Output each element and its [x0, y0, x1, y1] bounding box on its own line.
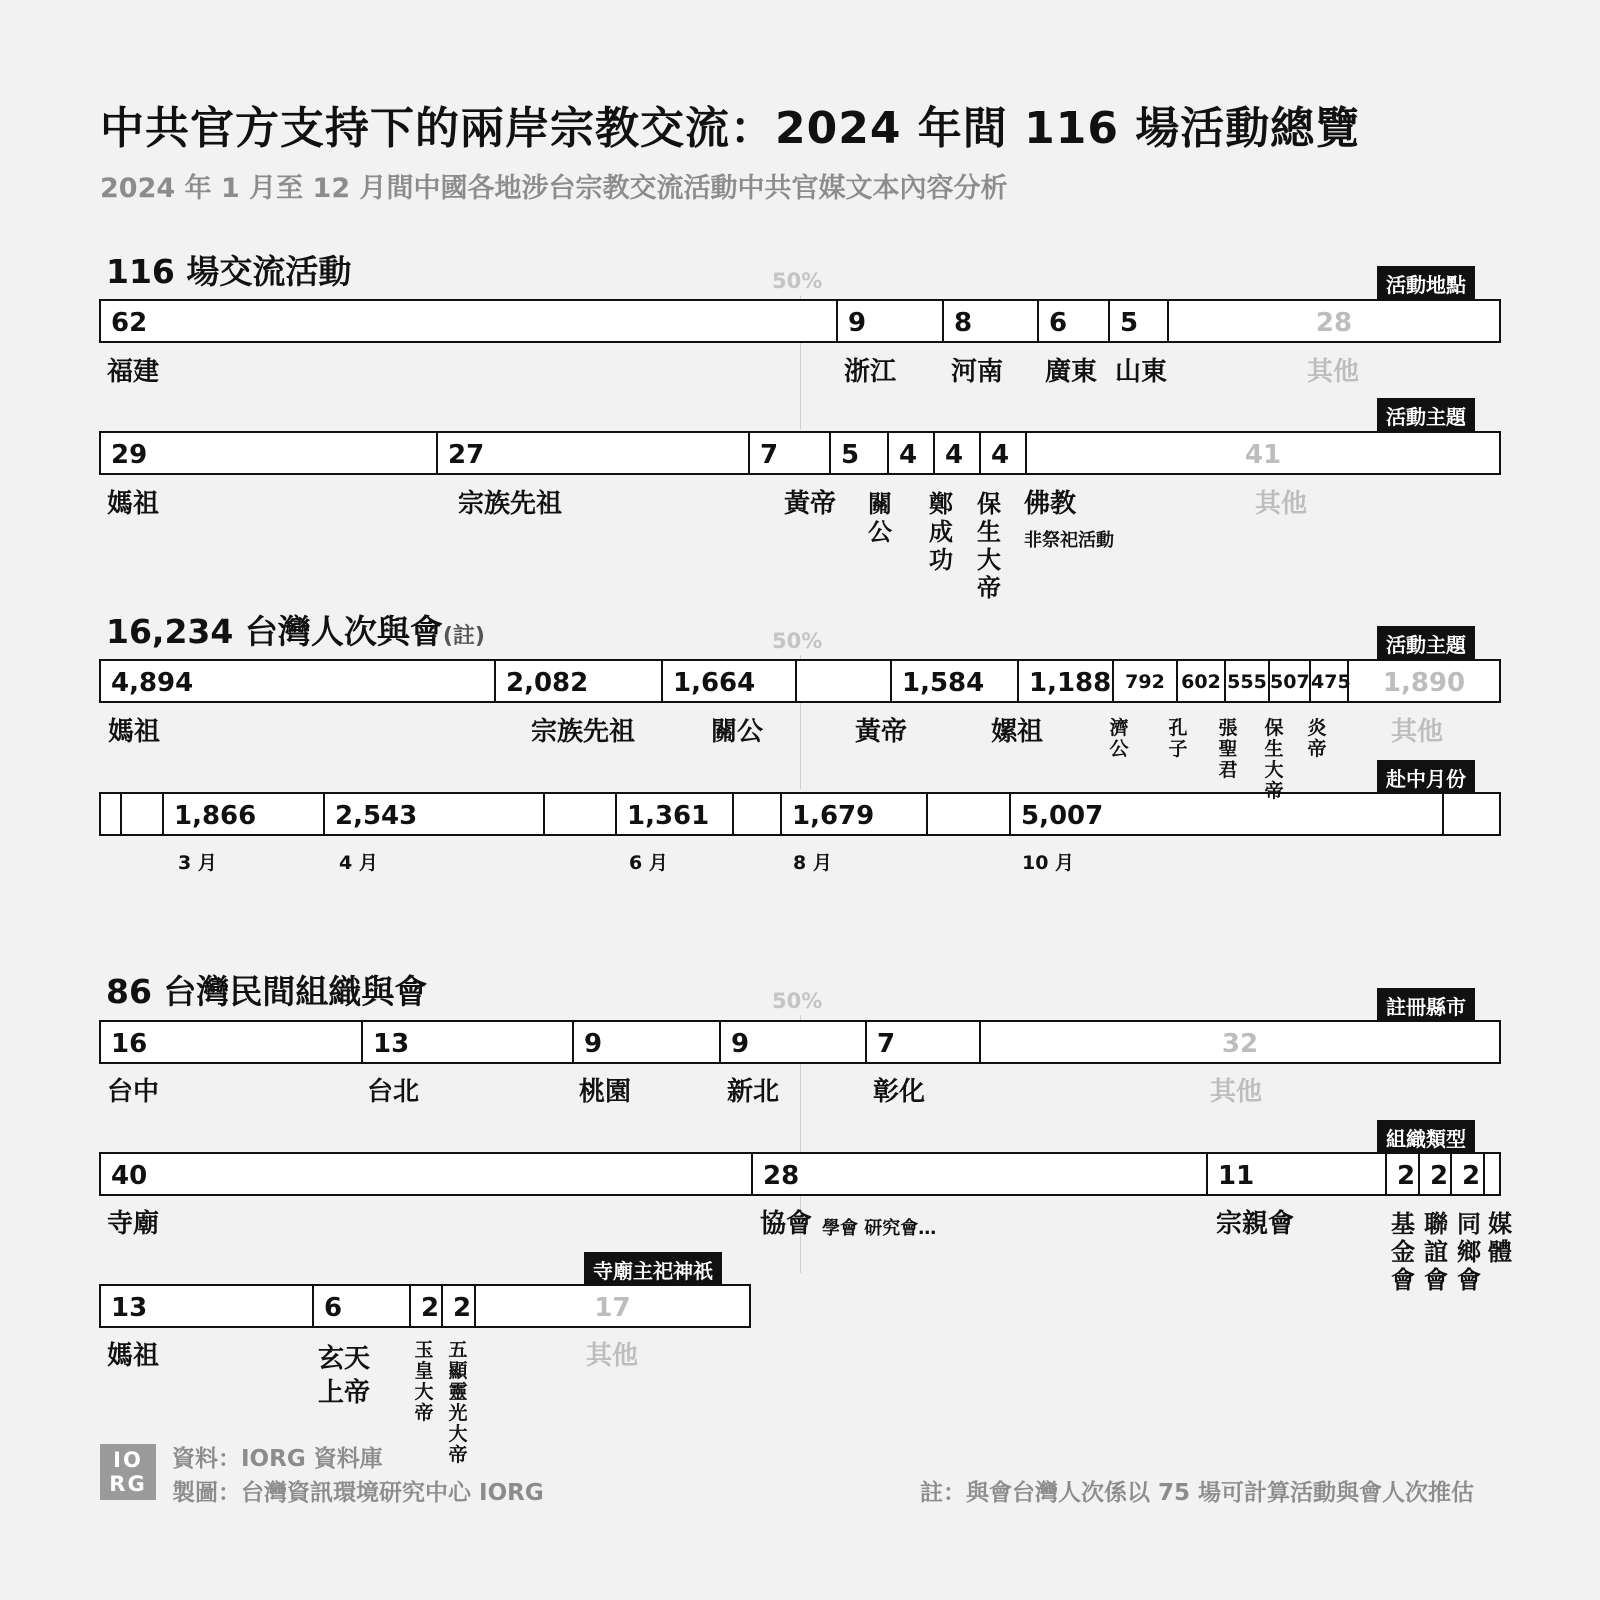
footer-source: 資料：IORG 資料庫 [172, 1446, 383, 1472]
bar-value-label: 2 [1430, 1161, 1449, 1191]
bar-value-label: 475 [1311, 671, 1351, 693]
label-buddhism-sub: 非祭祀活動 [1024, 530, 1114, 551]
bar-segment [409, 1286, 441, 1326]
label-zhejiang: 浙江 [844, 357, 897, 387]
label-foundation: 基金會 [1391, 1210, 1415, 1294]
bar-segment [474, 1286, 749, 1326]
bar-segment [361, 1022, 572, 1062]
tag-theme-2: 活動主題 [1377, 626, 1475, 662]
bar-activity-theme [99, 431, 1501, 475]
bar-segment [719, 1022, 865, 1062]
bar-value-label: 40 [111, 1161, 148, 1191]
page-title: 中共官方支持下的兩岸宗教交流：2024 年間 116 場活動總覽 [100, 103, 1361, 154]
label-att-baosheng: 保生大帝 [1264, 717, 1284, 802]
label-att-jigong: 濟公 [1109, 717, 1129, 760]
bar-value-label: 4 [945, 440, 964, 470]
tag-org-type: 組織類型 [1377, 1120, 1475, 1156]
label-theme-other: 其他 [1255, 489, 1308, 519]
bar-value-label: 16 [111, 1029, 148, 1059]
bar-value-label: 2 [453, 1293, 472, 1323]
bar-segment [1009, 794, 1442, 834]
bar-segment [101, 661, 494, 701]
bar-segment [1112, 661, 1176, 701]
label-theme-clan: 宗族先祖 [458, 489, 563, 519]
bar-segment [732, 794, 780, 834]
label-fellowship: 聯誼會 [1424, 1210, 1448, 1294]
bar-segment [979, 1022, 1499, 1062]
label-att-zhangshengjun: 張聖君 [1218, 717, 1238, 781]
bar-value-label: 9 [848, 308, 867, 338]
bar-value-label: 4 [991, 440, 1010, 470]
attendees-count: 16,234 台灣人次與會 [106, 612, 443, 651]
tag-location: 活動地點 [1377, 266, 1475, 302]
label-guangdong: 廣東 [1045, 357, 1098, 387]
bar-segment [1385, 1154, 1418, 1194]
bar-segment [101, 433, 436, 473]
bar-value-label: 6 [1049, 308, 1068, 338]
bar-segment [312, 1286, 409, 1326]
bar-activity-location [99, 299, 1501, 343]
label-att-mazu: 媽祖 [108, 717, 161, 747]
footer-note: 註：與會台灣人次係以 75 場可計算活動與會人次推估 [920, 1480, 1475, 1506]
bar-value-label: 2,543 [335, 801, 418, 831]
bar-segment [494, 661, 661, 701]
bar-value-label: 1,361 [627, 801, 710, 831]
attendees-note: (註) [442, 624, 485, 649]
bar-value-label: 7 [760, 440, 779, 470]
bar-value-label: 27 [448, 440, 485, 470]
bar-value-label: 2 [421, 1293, 440, 1323]
bar-segment [979, 433, 1025, 473]
bar-segment [543, 794, 615, 834]
label-shandong: 山東 [1115, 357, 1168, 387]
section-orgs-title: 86 台灣民間組織與會 [106, 972, 428, 1011]
label-theme-huangdi: 黃帝 [784, 489, 837, 519]
bar-segment [836, 301, 942, 341]
bar-segment [323, 794, 543, 834]
label-theme-baosheng: 保生大帝 [977, 490, 1001, 602]
bar-attendee-theme [99, 659, 1501, 703]
label-deity-other: 其他 [586, 1341, 639, 1371]
label-theme-guangong: 關公 [868, 490, 892, 546]
bar-segment [780, 794, 926, 834]
bar-segment [101, 1154, 751, 1194]
bar-value-label: 602 [1181, 671, 1221, 693]
label-att-clan: 宗族先祖 [531, 717, 636, 747]
label-temple: 寺廟 [107, 1209, 160, 1239]
bar-org-county [99, 1020, 1501, 1064]
bar-value-label: 13 [373, 1029, 410, 1059]
bar-segment [926, 794, 1009, 834]
bar-segment [1108, 301, 1167, 341]
bar-value-label: 9 [731, 1029, 750, 1059]
bar-value-label: 7 [877, 1029, 896, 1059]
bar-value-label: 4,894 [111, 668, 194, 698]
label-month-6: 6 月 [629, 852, 668, 874]
bar-value-label: 1,679 [792, 801, 875, 831]
iorg-logo [100, 1444, 156, 1500]
tag-deity: 寺廟主祀神祇 [584, 1252, 722, 1288]
label-att-yandi: 炎帝 [1307, 717, 1327, 760]
section-activities-title: 116 場交流活動 [106, 252, 352, 291]
bar-segment [1268, 661, 1309, 701]
bar-value-label: 41 [1244, 440, 1282, 470]
bar-segment [615, 794, 732, 834]
bar-segment [101, 1286, 312, 1326]
bar-value-label: 6 [324, 1293, 343, 1323]
bar-segment [120, 794, 162, 834]
page-subtitle: 2024 年 1 月至 12 月間中國各地涉台宗教交流活動中共官媒文本內容分析 [100, 173, 1008, 204]
label-theme-zheng: 鄭成功 [929, 490, 953, 574]
label-hometown: 同鄉會 [1457, 1210, 1481, 1294]
label-att-kongzi: 孔子 [1168, 717, 1188, 760]
bar-value-label: 4 [899, 440, 918, 470]
bar-segment [572, 1022, 719, 1062]
bar-segment [441, 1286, 474, 1326]
bar-segment [101, 1022, 361, 1062]
fifty-percent-label-3: 50% [772, 989, 823, 1013]
bar-value-label: 792 [1125, 671, 1165, 693]
bar-segment [1025, 433, 1499, 473]
bar-value-label: 1,866 [174, 801, 257, 831]
bar-segment [1309, 661, 1351, 701]
label-association: 協會 [760, 1209, 813, 1239]
bar-segment [1206, 1154, 1385, 1194]
label-taoyuan: 桃園 [579, 1077, 632, 1107]
bar-segment [865, 1022, 979, 1062]
label-county-other: 其他 [1210, 1077, 1263, 1107]
label-location-other: 其他 [1307, 357, 1360, 387]
label-taipei: 台北 [367, 1077, 420, 1107]
tag-month: 赴中月份 [1377, 760, 1475, 796]
label-newtaipei: 新北 [727, 1077, 780, 1107]
label-deity-xuantian: 玄天上帝 [318, 1344, 371, 1408]
bar-segment [661, 661, 795, 701]
bar-value-label: 8 [954, 308, 973, 338]
bar-segment [1483, 1154, 1499, 1194]
bar-value-label: 1,664 [673, 668, 756, 698]
bar-segment [887, 433, 933, 473]
bar-value-label: 9 [584, 1029, 603, 1059]
bar-segment [162, 794, 323, 834]
label-month-3: 3 月 [178, 852, 217, 874]
label-month-4: 4 月 [339, 852, 378, 874]
bar-value-label: 1,890 [1382, 668, 1466, 698]
bar-value-label: 29 [111, 440, 148, 470]
bar-value-label: 2 [1397, 1161, 1416, 1191]
bar-value-label: 11 [1218, 1161, 1255, 1191]
bar-value-label: 32 [1221, 1029, 1259, 1059]
bar-segment [933, 433, 979, 473]
bar-value-label: 28 [763, 1161, 800, 1191]
label-fujian: 福建 [107, 357, 160, 387]
label-month-10: 10 月 [1022, 852, 1075, 874]
bar-segment [1224, 661, 1268, 701]
bar-value-label: 1,584 [902, 668, 985, 698]
bar-segment [1347, 661, 1499, 701]
bar-org-type [99, 1152, 1501, 1196]
bar-segment [829, 433, 887, 473]
bar-value-label: 555 [1227, 671, 1267, 693]
label-deity-wuxian: 五顯靈光大帝 [448, 1339, 468, 1466]
bar-value-label: 13 [111, 1293, 148, 1323]
bar-value-label: 507 [1270, 671, 1310, 693]
bar-segment [1167, 301, 1499, 341]
logo-text: IORG [109, 1448, 147, 1496]
label-att-guangong: 關公 [711, 717, 764, 747]
footer-maker: 製圖：台灣資訊環境研究中心 IORG [172, 1480, 544, 1506]
label-att-huangdi: 黃帝 [855, 717, 908, 747]
tag-theme: 活動主題 [1377, 398, 1475, 434]
label-media: 媒體 [1488, 1210, 1512, 1266]
label-clan-assoc: 宗親會 [1216, 1209, 1295, 1239]
label-att-other: 其他 [1391, 717, 1444, 747]
bar-value-label: 5 [841, 440, 860, 470]
bar-value-label: 5,007 [1021, 801, 1104, 831]
bar-segment [890, 661, 1017, 701]
bar-segment [748, 433, 829, 473]
bar-value-label: 28 [1315, 308, 1353, 338]
label-month-8: 8 月 [793, 852, 832, 874]
label-deity-mazu: 媽祖 [107, 1341, 160, 1371]
bar-attendee-month [99, 792, 1501, 836]
bar-segment [1176, 661, 1224, 701]
label-theme-buddhism: 佛教 [1024, 489, 1077, 519]
section-attendees-title [106, 606, 485, 653]
bar-segment [436, 433, 748, 473]
bar-value-label: 62 [111, 308, 148, 338]
bar-segment [795, 661, 890, 701]
label-att-leizu: 嫘祖 [991, 717, 1044, 747]
bar-temple-deity [99, 1284, 751, 1328]
bar-value-label: 2 [1462, 1161, 1481, 1191]
label-theme-mazu: 媽祖 [107, 489, 160, 519]
fifty-percent-label: 50% [772, 269, 823, 293]
bar-segment [1037, 301, 1108, 341]
bar-value-label: 2,082 [506, 668, 589, 698]
bar-segment [1442, 794, 1499, 834]
bar-value-label: 1,188 [1029, 668, 1112, 698]
bar-value-label: 17 [594, 1293, 631, 1323]
bar-segment [101, 301, 836, 341]
bar-segment [1017, 661, 1112, 701]
bar-segment [942, 301, 1037, 341]
label-taichung: 台中 [107, 1077, 160, 1107]
label-association-sub: 學會 研究會… [822, 1218, 937, 1239]
bar-segment [101, 794, 120, 834]
bar-value-label: 5 [1120, 308, 1139, 338]
bar-segment [1450, 1154, 1483, 1194]
tag-county: 註冊縣市 [1377, 988, 1475, 1024]
label-henan: 河南 [951, 357, 1004, 387]
fifty-percent-label-2: 50% [772, 629, 823, 653]
label-changhua: 彰化 [873, 1077, 926, 1107]
bar-segment [1418, 1154, 1450, 1194]
bar-segment [751, 1154, 1206, 1194]
label-deity-yuhuang: 玉皇大帝 [414, 1339, 434, 1424]
